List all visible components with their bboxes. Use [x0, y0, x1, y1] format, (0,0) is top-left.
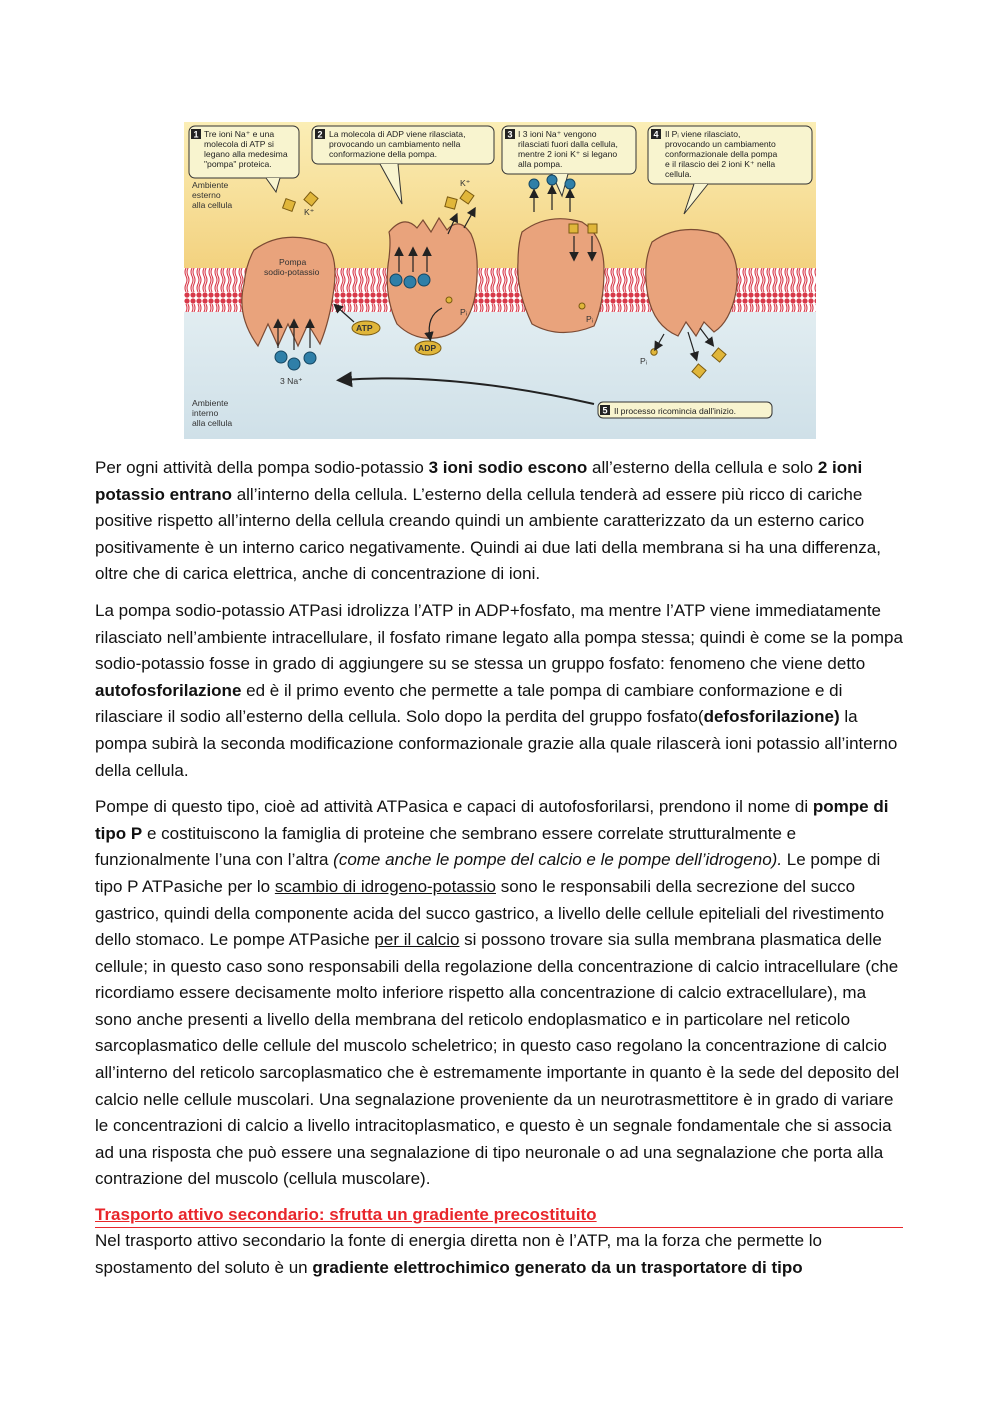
callout-1-line-1: Tre ioni Na⁺ e una — [204, 129, 275, 139]
callout-4-line-2: provocando un cambiamento — [665, 139, 776, 149]
p1-bold-2: 2 ioni potassio entrano — [95, 458, 863, 504]
p3-text-1: Pompe di questo tipo, cioè ad attività ATPasica e capaci di autofosforilarsi, prendono il nome di — [95, 797, 813, 817]
p3-italic-1: (come anche le — [333, 850, 455, 870]
p2-text-3: la pompa subirà la seconda modificazione conformazionale grazie alla quale rilascerà ioni potassio all’interno della cellula. — [95, 707, 898, 780]
callout-4-line-1: Il Pᵢ viene rilasciato, — [665, 129, 741, 139]
outside-label-line-3: alla cellula — [192, 200, 233, 210]
callout-2-number: 2 — [317, 129, 323, 140]
na-label: 3 Na⁺ — [280, 376, 303, 386]
p2-text-1: La pompa sodio-potassio ATPasi idrolizza l’ATP in ADP+fosfato, ma mentre l’ATP viene immediatamente rilasciato nell’ambiente intracellulare, il fosfato rimane legato alla pompa stessa; quindi è come se la pompa sodio-potassio fosse in grado di aggiungere su se stessa un gruppo fosfato: fenomeno che viene detto — [95, 600, 903, 674]
paragraph-1 — [95, 455, 907, 588]
p3-text-6: si possono trovare sia sulla membrana plasmatica delle cellule; in questo caso sono responsabili della regolazione della concentrazione di calcio intracellulare (che ricordiamo essere decisamente molto inferiore rispetto alla concentrazione di calcio extracellulare), ma sono anche presenti a livello della membrana del reticolo endoplasmatico e in particolare nel reticolo sarcoplasmatico delle cellule del muscolo scheletrico; in questo caso regolano la concentrazione di calcio all’interno del reticolo sarcoplasmatico che è estremamente importante in quanto è la sede del deposito del calcio nelle cellule muscolari. Una segnalazione proveniente da un neurotrasmettitore è in grado di variare le concentrazioni di calcio a livello intracitoplasmatico, e questo è un segnale fondamentale che si associa ad una risposta che può essere una segnalazione di tipo neuronale o ad una segnalazione che porta alla contrazione del muscolo (cellula muscolare). — [95, 930, 900, 1189]
callout-3-line-3: mentre 2 ioni K⁺ si legano — [518, 149, 618, 159]
callout-4-line-4: e il rilascio dei 2 ioni K⁺ nella — [665, 159, 776, 169]
callout-3-line-4: alla pompa. — [518, 159, 563, 169]
p3-text-2: e costituiscono la famiglia di proteine che sembrano essere correlate strutturalmente e funzionalmente l’una con l’altra — [95, 823, 797, 870]
callout-4-line-5: cellula. — [665, 169, 692, 179]
callout-2-line-2: provocando un cambiamento nella — [329, 139, 461, 149]
p2-bold-1: autofosforilazione — [95, 680, 242, 700]
p1-text-2: all’esterno della cellula e solo — [587, 458, 818, 477]
sodium-potassium-pump-figure — [184, 122, 816, 439]
p1-bold-1: 3 ioni sodio escono — [428, 458, 588, 477]
pi-label-2: Pᵢ — [586, 314, 594, 324]
paragraph-3 — [95, 794, 907, 1193]
p4-text-1: Nel trasporto attivo secondario la fonte di energia diretta non è l’ATP, ma la forza che permette lo spostamento del soluto è un — [95, 1231, 822, 1277]
pump-label-line-2: sodio-potassio — [264, 267, 320, 277]
inside-label-line-1: Ambiente — [192, 398, 229, 408]
callout-1-line-3: legano alla medesima — [204, 149, 288, 159]
pi-label-1: Pᵢ — [460, 307, 468, 317]
callout-3-line-1: I 3 ioni Na⁺ vengono — [518, 129, 597, 139]
pump-4 — [646, 230, 737, 337]
p1-text-3: all’interno della cellula. L’esterno della cellula tenderà ad essere più ricco di cariche positive rispetto all’interno della cellula creando quindi un ambiente caratterizzato da un esterno carico positivamente è un interno carico negativamente. Quindi ai due lati della membrana si ha una differenza, oltre che di carica elettrica, anche di concentrazione di ioni. — [95, 484, 881, 584]
section-heading-text: Trasporto attivo secondario: sfrutta un gradiente precostituito — [95, 1205, 597, 1225]
adp-molecule — [415, 341, 441, 355]
p2-bold-2: defosforilazione) — [703, 707, 840, 727]
callout-step-5 — [598, 402, 772, 418]
p3-italic-3: e le — [581, 850, 619, 870]
k-label-top: K⁺ — [460, 178, 471, 188]
p3-italic-4: pompe dell’idrogeno). — [618, 850, 783, 870]
p3-underline-2: per il calcio — [374, 930, 460, 950]
pump-label-line-1: Pompa — [279, 257, 307, 267]
p3-italic-2: pompe del calcio — [454, 850, 582, 870]
outside-label-line-2: esterno — [192, 190, 221, 200]
p3-bold-1: pompe di tipo P — [95, 797, 889, 843]
inside-label-line-3: alla cellula — [192, 418, 233, 428]
callout-2-line-3: conformazione della pompa. — [329, 149, 437, 159]
outside-label-line-1: Ambiente — [192, 180, 229, 190]
inside-label-line-2: interno — [192, 408, 219, 418]
paragraph-2 — [95, 598, 907, 784]
callout-3-line-2: rilasciati fuori dalla cellula, — [518, 139, 618, 149]
pi-label-3: Pᵢ — [640, 356, 648, 366]
document-body — [95, 455, 907, 1291]
callout-1-line-2: molecola di ATP si — [204, 139, 274, 149]
callout-3-number: 3 — [507, 129, 513, 140]
section-heading — [95, 1203, 903, 1228]
p2-text-2: ed è il primo evento che permette a tale pompa di cambiare conformazione e di rilasciare il sodio all’esterno della cellula. Solo dopo la perdita del gruppo fosfato( — [95, 680, 843, 727]
p3-text-5: sono le responsabili della secrezione del succo gastrico, quindi della componente acida del succo gastrico, a livello delle cellule epiteliali del rivestimento dello stomaco. Le pompe ATPasiche — [95, 876, 885, 950]
p4-bold-1: gradiente elettrochimico generato da un trasportatore di tipo — [312, 1257, 803, 1277]
paragraph-4 — [95, 1228, 907, 1281]
callout-2-line-1: La molecola di ADP viene rilasciata, — [329, 129, 466, 139]
atp-label: ATP — [356, 323, 373, 333]
p3-text-4: Le pompe di tipo P ATPasiche per lo — [95, 850, 881, 896]
callout-4-number: 4 — [653, 129, 659, 140]
p3-underline-1: scambio di idrogeno-potassio — [274, 876, 496, 896]
callout-5-number: 5 — [602, 405, 608, 416]
atp-molecule — [352, 321, 380, 335]
p1-text-1: Per ogni attività della pompa sodio-potassio — [95, 458, 429, 477]
callout-1-line-4: "pompa" proteica. — [204, 159, 272, 169]
callout-5-line-1: Il processo ricomincia dall'inizio. — [614, 406, 736, 416]
callout-4-line-3: conformazionale della pompa — [665, 149, 778, 159]
k-label-left: K⁺ — [304, 207, 315, 217]
callout-1-number: 1 — [193, 129, 199, 140]
adp-label: ADP — [418, 343, 437, 353]
